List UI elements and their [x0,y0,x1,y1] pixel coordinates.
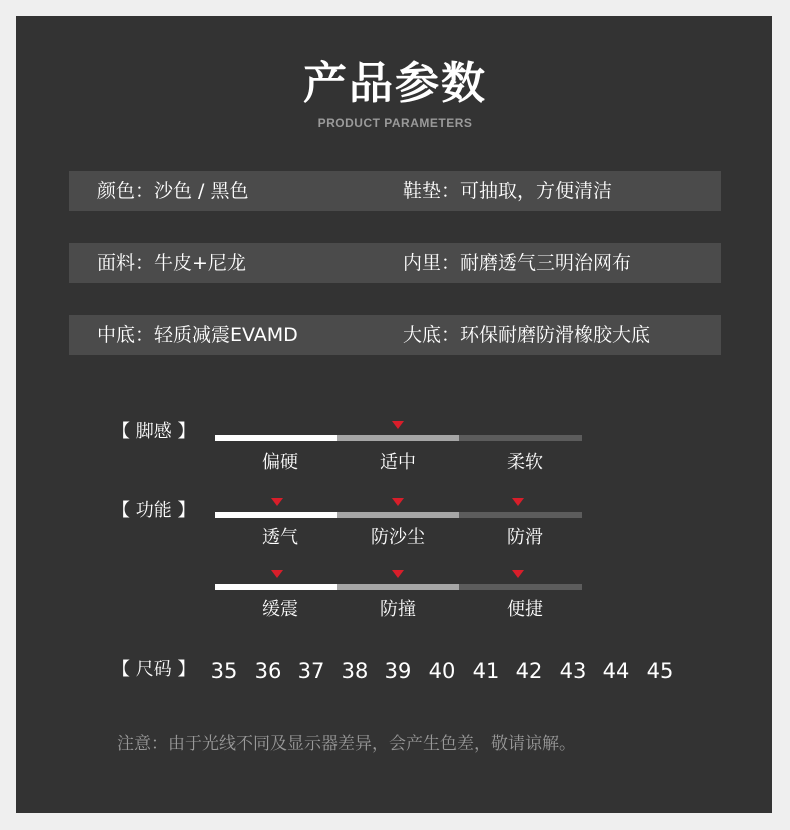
rating-bar-segment-3 [459,584,582,590]
rating-bar-segment-1 [215,512,337,518]
page-subtitle: PRODUCT PARAMETERS [317,116,473,130]
size-42: 42 [515,659,543,683]
size-35: 35 [210,659,238,683]
spec-row-midsole-outsole [69,315,721,355]
spec-row-fabric-lining [69,243,721,283]
size-44: 44 [602,659,630,683]
rating-marker-dustproof [392,498,404,506]
size-41: 41 [472,659,500,683]
rating-marker-anticollision [392,570,404,578]
rating-option-breathable: 透气 [262,527,298,548]
rating-option-medium: 适中 [380,452,416,473]
spec-insole: 鞋垫：可抽取，方便清洁 [403,180,613,202]
rating-bar-segment-2 [337,435,459,441]
rating-bar-segment-3 [459,435,582,441]
rating-option-convenient: 便捷 [507,599,543,620]
rating-option-anticollision: 防撞 [380,599,416,620]
page-title: 产品参数 [303,58,487,109]
rating-bar-segment-2 [337,512,459,518]
spec-outsole: 大底：环保耐磨防滑橡胶大底 [403,324,651,346]
size-43: 43 [559,659,587,683]
rating-option-soft: 柔软 [507,452,543,473]
product-parameters-panel [16,16,772,813]
spec-color: 颜色：沙色 / 黑色 [97,180,249,202]
rating-option-hard: 偏硬 [262,452,298,473]
color-difference-note: 注意：由于光线不同及显示器差异，会产生色差，敬请谅解。 [117,734,576,754]
rating-marker-antislip [512,498,524,506]
size-37: 37 [297,659,325,683]
size-45: 45 [646,659,674,683]
spec-midsole: 中底：轻质减震EVAMD [97,324,298,346]
spec-lining: 内里：耐磨透气三明治网布 [403,252,632,274]
spec-row-color-insole [69,171,721,211]
rating-bar-segment-2 [337,584,459,590]
rating-bar-segment-1 [215,435,337,441]
spec-fabric: 面料：牛皮+尼龙 [97,252,246,274]
size-36: 36 [254,659,282,683]
rating-bar-segment-1 [215,584,337,590]
size-40: 40 [428,659,456,683]
rating-marker-convenient [512,570,524,578]
rating-option-dustproof: 防沙尘 [371,527,425,548]
rating-marker-cushioning [271,570,283,578]
rating-label-function: 【 功能 】 [112,500,196,521]
rating-option-antislip: 防滑 [507,527,543,548]
rating-marker-comfort-medium [392,421,404,429]
rating-marker-breathable [271,498,283,506]
rating-label-comfort: 【 脚感 】 [112,421,196,442]
rating-option-cushioning: 缓震 [262,599,298,620]
size-label: 【 尺码 】 [112,659,196,680]
size-38: 38 [341,659,369,683]
rating-bar-segment-3 [459,512,582,518]
size-39: 39 [384,659,412,683]
